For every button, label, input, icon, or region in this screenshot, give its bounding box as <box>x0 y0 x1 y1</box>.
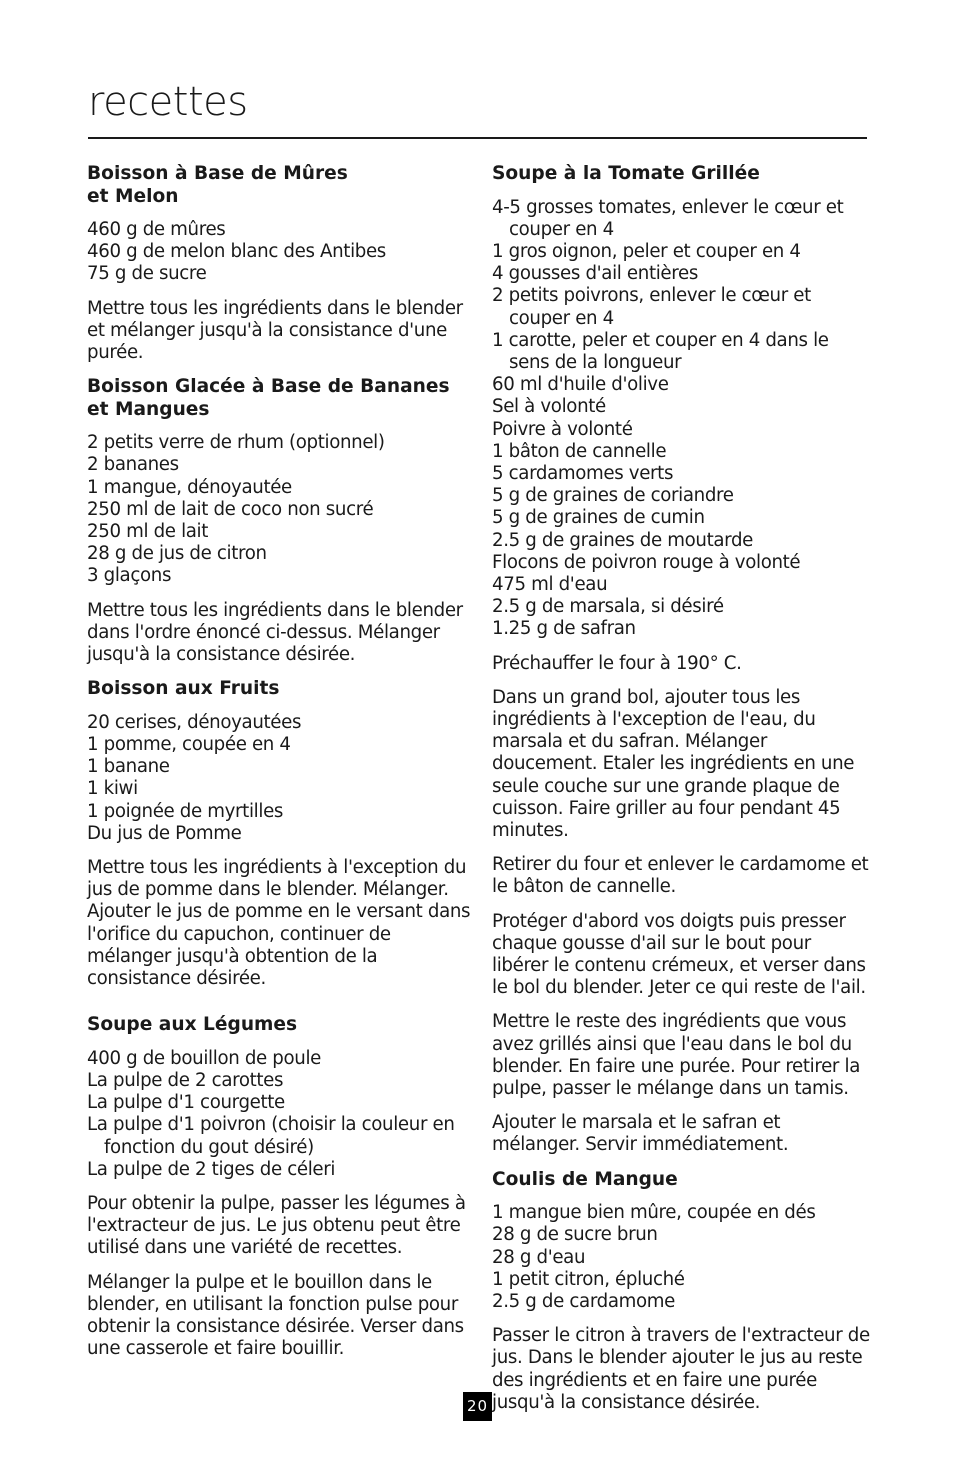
recipe-title: Soupe à la Tomate Grillée <box>492 163 760 184</box>
ingredient-item: 2 bananes <box>87 454 179 476</box>
ingredient-item: 1 mangue, dénoyautée <box>87 476 292 498</box>
recipe-title: Boisson à Base de Mûres et Melon <box>87 163 348 207</box>
ingredient-item: 1.25 g de safran <box>492 618 636 640</box>
ingredient-item: 1 poignée de myrtilles <box>87 800 284 822</box>
ingredient-item: 5 cardamomes verts <box>492 462 674 484</box>
ingredient-item: 250 ml de lait <box>87 521 209 543</box>
instruction-paragraph: Ajouter le marsala et le safran et mélanger. Servir immédiatement. <box>492 1112 789 1156</box>
ingredient-item: 4-5 grosses tomates, enlever le cœur et couper en 4 <box>492 196 844 240</box>
ingredient-item: 2.5 g de cardamome <box>492 1290 675 1312</box>
recipe-coulis-de-mangue <box>492 1169 872 1414</box>
ingredient-item: La pulpe de 2 tiges de céleri <box>87 1158 336 1180</box>
ingredient-item: 250 ml de lait de coco non sucré <box>87 498 374 520</box>
ingredient-list <box>492 1202 872 1313</box>
ingredient-item: 1 banane <box>87 756 170 778</box>
ingredient-item: 60 ml d'huile d'olive <box>492 374 669 396</box>
ingredient-item: 1 petit citron, épluché <box>492 1268 685 1290</box>
ingredient-item: 1 kiwi <box>87 778 138 800</box>
ingredient-item: 28 g de jus de citron <box>87 543 267 565</box>
instruction-paragraph: Mélanger la pulpe et le bouillon dans le blender, en utilisant la fonction pulse pour obtenir la consistance désirée. Verser dans une casserole et faire bouillir. <box>87 1271 464 1360</box>
instruction-paragraph: Retirer du four et enlever le cardamome et le bâton de cannelle. <box>492 854 869 898</box>
ingredient-item: 2 petits verre de rhum (optionnel) <box>87 432 385 454</box>
ingredient-item: La pulpe d'1 poivron (choisir la couleur en fonction du gout désiré) <box>87 1114 455 1158</box>
page-number: 20 <box>463 1392 492 1421</box>
right-column <box>492 163 872 1426</box>
instruction-paragraph: Pour obtenir la pulpe, passer les légumes à l'extracteur de jus. Le jus obtenu peut être utilisé dans une variété de recettes. <box>87 1192 466 1259</box>
ingredient-item: 1 carotte, peler et couper en 4 dans le sens de la longueur <box>492 329 829 373</box>
instruction-paragraph: Passer le citron à travers de l'extracteur de jus. Dans le blender ajouter le jus au reste des ingrédients et en faire une purée jusqu'à la consistance désirée. <box>492 1325 870 1413</box>
recipe-boisson-a-base-de-mures-et-melon <box>87 163 472 364</box>
recipe-boisson-glacee-a-base-de-bananes-et-mangues <box>87 376 472 666</box>
ingredient-item: 460 g de mûres <box>87 219 226 240</box>
ingredient-item: 28 g de sucre brun <box>492 1224 658 1246</box>
ingredient-item: 460 g de melon blanc des Antibes <box>87 241 386 263</box>
ingredient-item: La pulpe de 2 carottes <box>87 1069 284 1091</box>
recipe-title: Boisson Glacée à Base de Bananes et Mangues <box>87 376 450 420</box>
recipe-soupe-a-la-tomate-grillee <box>492 163 872 1157</box>
ingredient-item: 75 g de sucre <box>87 263 207 285</box>
ingredient-item: La pulpe d'1 courgette <box>87 1092 285 1114</box>
ingredient-item: 1 pomme, coupée en 4 <box>87 733 291 755</box>
page-title: recettes <box>88 79 248 125</box>
ingredient-item: 1 gros oignon, peler et couper en 4 <box>492 240 801 262</box>
recipe-title: Boisson aux Fruits <box>87 678 280 700</box>
ingredient-item: 2 petits poivrons, enlever le cœur et couper en 4 <box>492 285 811 329</box>
ingredient-item: 3 glaçons <box>87 565 172 587</box>
instruction-paragraph: Mettre tous les ingrédients dans le blender dans l'ordre énoncé ci-dessus. Mélanger jusqu'à la consistance désirée. <box>87 599 463 666</box>
instruction-paragraph: Mettre tous les ingrédients à l'exception du jus de pomme dans le blender. Mélanger. Ajouter le jus de pomme en le versant dans l'orifice du capuchon, continuer de mélanger jusqu'à obtention de la consistance désirée. <box>87 856 471 989</box>
recipe-soupe-aux-legumes <box>87 1014 472 1360</box>
ingredient-item: 475 ml d'eau <box>492 573 608 595</box>
ingredient-item: 1 bâton de cannelle <box>492 440 667 462</box>
ingredient-list <box>87 219 472 286</box>
ingredient-list <box>87 1048 472 1181</box>
instruction-paragraph: Dans un grand bol, ajouter tous les ingrédients à l'exception de l'eau, du marsala et du safran. Mélanger doucement. Etaler les ingrédients en une seule couche sur une grande plaque de cuisson. Faire griller au four pendant 45 minutes. <box>492 686 855 841</box>
ingredient-item: 2.5 g de marsala, si désiré <box>492 596 724 618</box>
left-column <box>87 163 472 1372</box>
ingredient-item: 2.5 g de graines de moutarde <box>492 529 753 551</box>
ingredient-item: 4 gousses d'ail entières <box>492 263 698 285</box>
instruction-paragraph: Protéger d'abord vos doigts puis presser chaque gousse d'ail sur le bout pour libérer le contenu crémeux, et verser dans le bol du blender. Jeter ce qui reste de l'ail. <box>492 910 866 999</box>
instruction-paragraph: Mettre le reste des ingrédients que vous avez grillés ainsi que l'eau dans le bol du blender. En faire une purée. Pour retirer la pulpe, passer le mélange dans un tamis. <box>492 1011 860 1100</box>
ingredient-item: Sel à volonté <box>492 396 606 418</box>
ingredient-item: 20 cerises, dénoyautées <box>87 711 302 733</box>
recipe-boisson-aux-fruits <box>87 678 472 990</box>
ingredient-list <box>87 712 472 845</box>
ingredient-list <box>492 197 872 641</box>
ingredient-item: 1 mangue bien mûre, coupée en dés <box>492 1202 816 1224</box>
instruction-paragraph: Mettre tous les ingrédients dans le blender et mélanger jusqu'à la consistance d'une purée. <box>87 297 463 364</box>
ingredient-item: Poivre à volonté <box>492 418 633 440</box>
instruction-paragraph: Préchauffer le four à 190° C. <box>492 652 742 674</box>
ingredient-item: 400 g de bouillon de poule <box>87 1047 321 1069</box>
recipe-title: Coulis de Mangue <box>492 1168 678 1190</box>
recipe-title: Soupe aux Légumes <box>87 1014 298 1036</box>
ingredient-item: Du jus de Pomme <box>87 822 242 844</box>
ingredient-item: 5 g de graines de coriandre <box>492 485 734 507</box>
ingredient-item: 5 g de graines de cumin <box>492 507 705 529</box>
ingredient-item: 28 g d'eau <box>492 1246 586 1268</box>
ingredient-item: Flocons de poivron rouge à volonté <box>492 551 801 573</box>
ingredient-list <box>87 432 472 587</box>
title-rule <box>88 137 867 139</box>
